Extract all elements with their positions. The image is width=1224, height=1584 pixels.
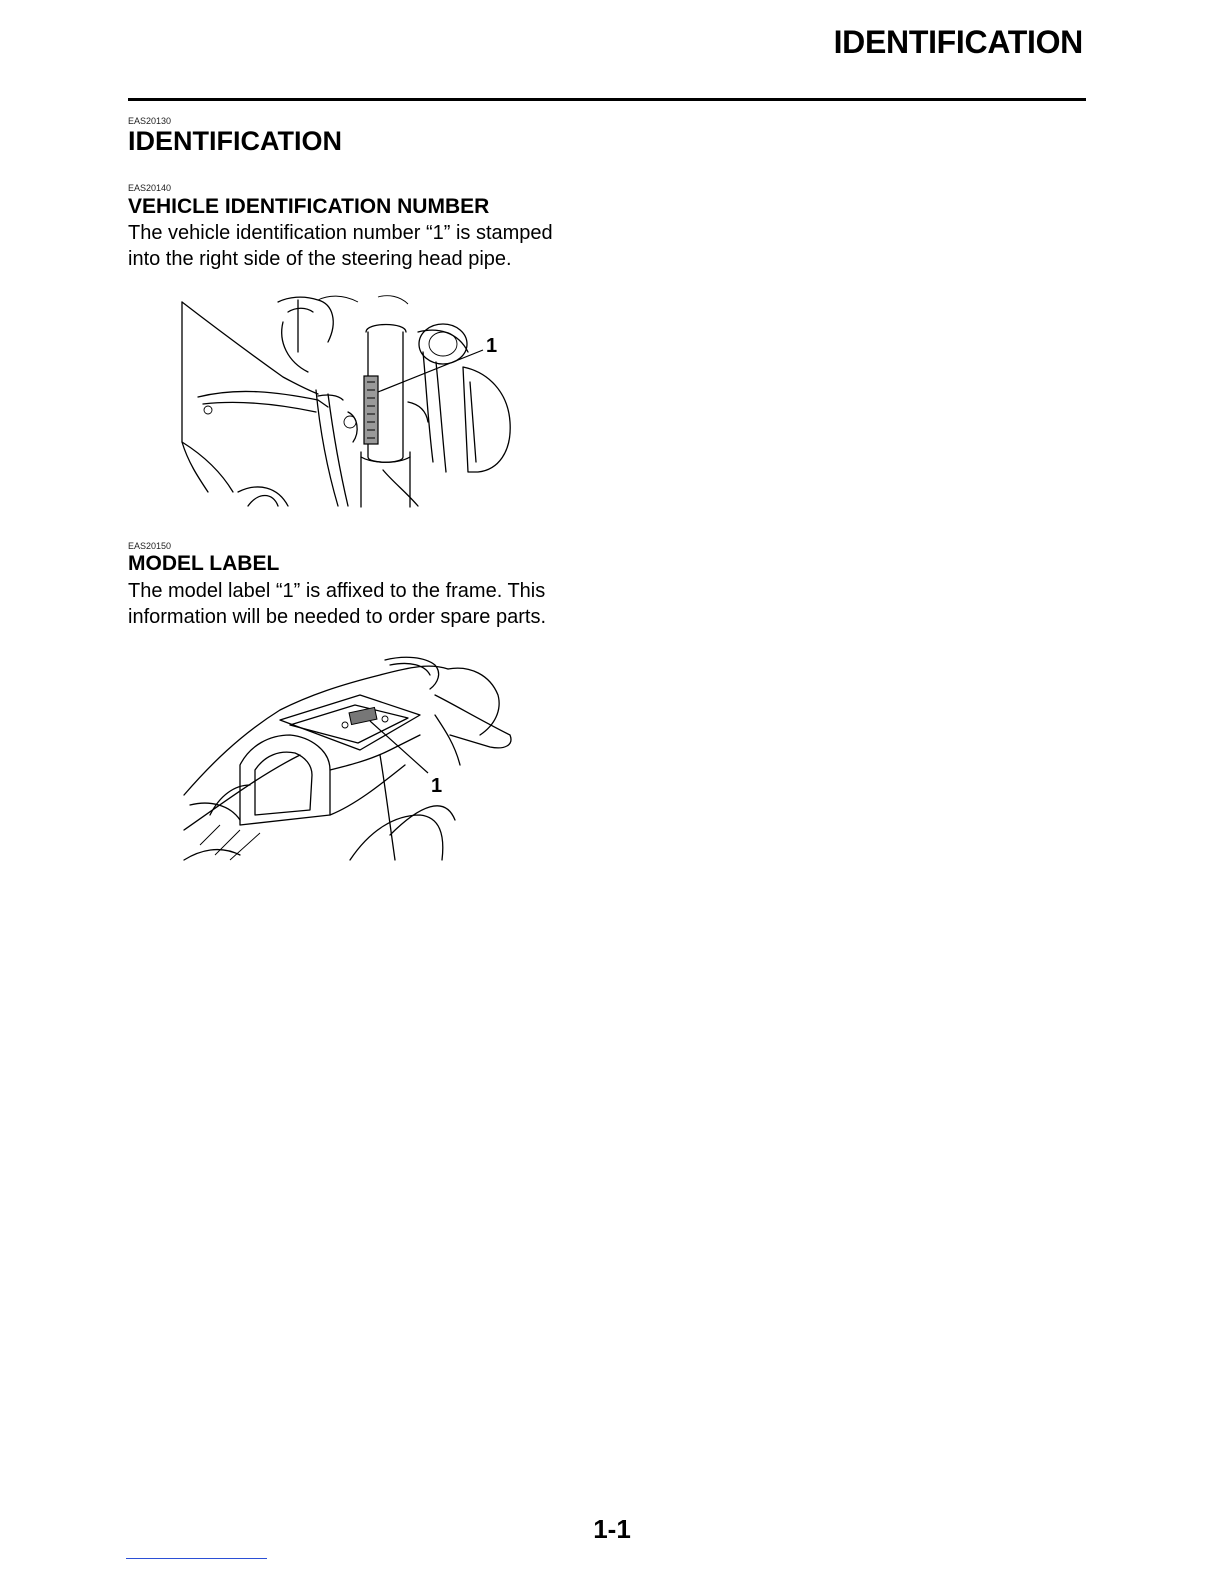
vin-description-line-1: The vehicle identification number “1” is stamped xyxy=(128,222,553,244)
rear-frame-drawing xyxy=(180,655,516,863)
footer-link-underline xyxy=(126,1558,267,1559)
model-label-heading: MODEL LABEL xyxy=(128,552,280,575)
vin-code: EAS20140 xyxy=(128,183,172,193)
model-label-description xyxy=(128,578,598,630)
model-label-description-line-2: information will be needed to order spare parts. xyxy=(128,606,547,628)
steering-head-drawing xyxy=(178,292,514,508)
vin-heading: VEHICLE IDENTIFICATION NUMBER xyxy=(128,195,490,218)
model-label-illustration xyxy=(180,655,516,863)
section-title: IDENTIFICATION xyxy=(128,126,342,156)
running-header-title: IDENTIFICATION xyxy=(833,24,1083,60)
vin-callout-number: 1 xyxy=(486,335,498,357)
vin-illustration xyxy=(178,292,514,508)
vin-description-line-2: into the right side of the steering head pipe. xyxy=(128,248,512,270)
model-label-callout-number: 1 xyxy=(431,775,443,797)
model-label-description-line-1: The model label “1” is affixed to the frame. This xyxy=(128,580,546,602)
header-divider xyxy=(128,98,1086,101)
model-label-code: EAS20150 xyxy=(128,541,172,551)
section-code: EAS20130 xyxy=(128,116,172,126)
page-number: 1-1 xyxy=(593,1514,631,1544)
vin-description xyxy=(128,220,598,272)
